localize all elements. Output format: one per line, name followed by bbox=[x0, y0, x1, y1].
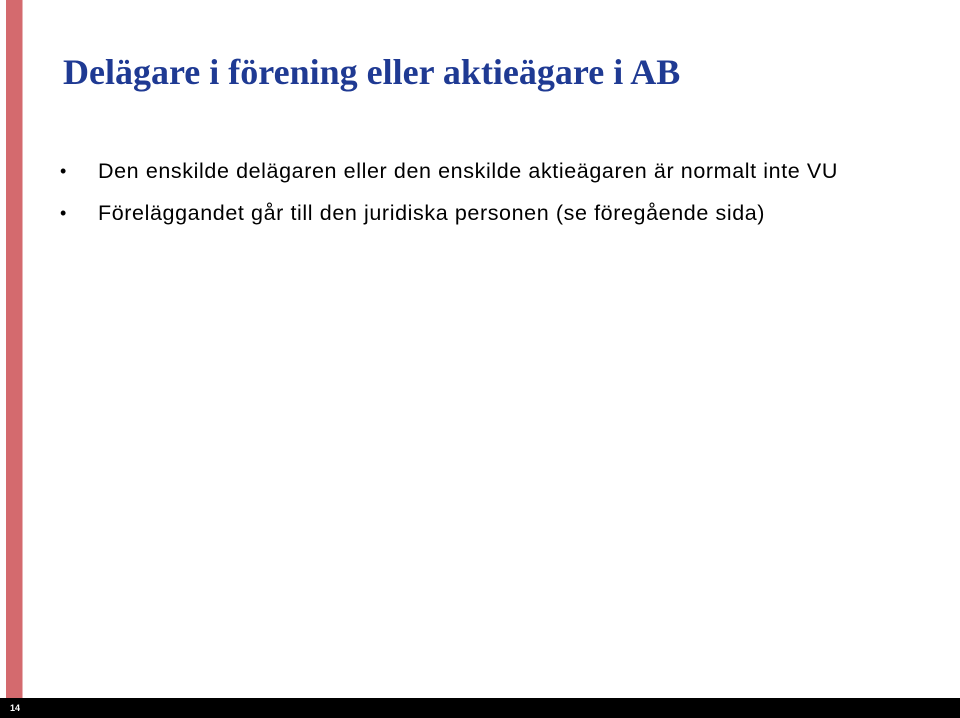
left-accent-bar bbox=[6, 0, 22, 700]
bullet-dot-icon: • bbox=[60, 203, 67, 223]
bullet-list bbox=[58, 156, 918, 229]
footer-bar bbox=[0, 698, 960, 718]
bullet-item bbox=[58, 156, 918, 187]
bullet-item bbox=[58, 198, 918, 229]
slide-title: Delägare i förening eller aktieägare i AB bbox=[63, 52, 681, 92]
bullet-text: Föreläggandet går till den juridiska personen (se föregående sida) bbox=[98, 201, 766, 225]
left-accent-bar-edge bbox=[22, 0, 23, 700]
page-number: 14 bbox=[10, 703, 21, 713]
bullet-dot-icon: • bbox=[60, 161, 67, 181]
bullet-text: Den enskilde delägaren eller den enskilde aktieägaren är normalt inte VU bbox=[98, 159, 838, 183]
